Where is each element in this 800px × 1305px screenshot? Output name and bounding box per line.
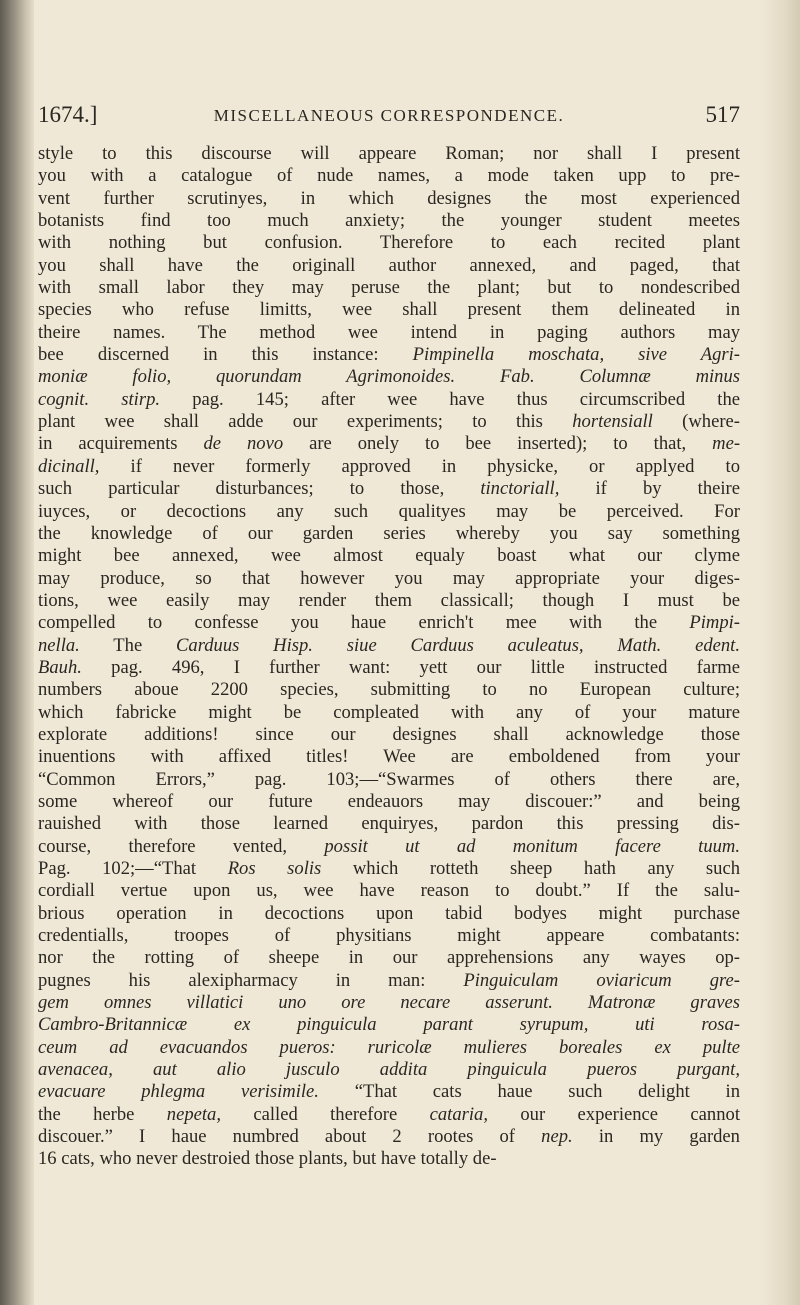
- text-line: [38, 836, 740, 858]
- text-span: if never formerly approved in physicke, or applyed to: [99, 455, 740, 477]
- text-span: if by theire: [559, 478, 740, 500]
- text-span: called therefore: [220, 1103, 430, 1125]
- text-span: with nothing but confusion. Therefore to each recited plant: [38, 232, 740, 254]
- italic-text: cataria,: [429, 1103, 488, 1125]
- text-line: [38, 970, 740, 992]
- header-year: 1674.]: [38, 102, 98, 127]
- text-line: [38, 746, 740, 768]
- text-span: in my garden: [572, 1126, 740, 1148]
- text-line: [38, 702, 740, 724]
- text-span: credentialls, troopes of physitians might appeare combatants:: [38, 925, 740, 947]
- italic-text: possit ut ad monitum facere tuum.: [324, 835, 740, 857]
- text-line: [38, 523, 740, 545]
- text-line: [38, 299, 740, 321]
- text-span: discouer.” I haue numbred about 2 rootes of: [38, 1126, 542, 1148]
- text-span: pag. 145; after wee have thus circumscribed the: [160, 388, 740, 410]
- italic-text: Ros solis: [227, 858, 322, 879]
- text-span: species who refuse limitts, wee shall present them delineated in: [38, 299, 740, 321]
- text-span: 16 cats, who never destroied those plants, but have totally de-: [38, 1148, 497, 1170]
- text-line: [38, 724, 740, 746]
- book-page: [38, 0, 740, 1305]
- italic-text: evacuare phlegma verisimile.: [38, 1081, 319, 1103]
- running-header: [38, 102, 740, 132]
- text-line: [38, 992, 740, 1014]
- text-line: [38, 277, 740, 299]
- text-line: [38, 456, 740, 478]
- text-span: nor the rotting of sheepe in our apprehensions any wayes op-: [38, 947, 740, 969]
- text-line: [38, 880, 740, 902]
- italic-text: cognit. stirp.: [38, 388, 161, 410]
- body-text: [38, 143, 740, 1171]
- text-span: course, therefore vented,: [38, 835, 325, 857]
- text-span: which rotteth sheep hath any such: [321, 858, 740, 879]
- text-span: plant wee shall adde our experiments; to this: [38, 411, 573, 433]
- text-line: [38, 769, 740, 791]
- text-span: some whereof our future endeauors may discouer:” and being: [38, 790, 740, 812]
- text-line: [38, 925, 740, 947]
- text-span: “That cats haue such delight in: [318, 1081, 740, 1103]
- italic-text: Carduus Hisp. siue Carduus aculeatus, Math. edent.: [176, 634, 740, 656]
- text-line: [38, 165, 740, 187]
- italic-text: de novo: [203, 433, 284, 455]
- text-span: compelled to confesse you haue enrich't mee with the: [38, 612, 690, 634]
- italic-text: Cambro-Britannicæ ex pinguicula parant syrupum, uti rosa-: [38, 1014, 740, 1036]
- text-span: might bee annexed, wee almost equaly boast what our clyme: [38, 545, 740, 567]
- text-line: [38, 188, 740, 210]
- text-line: [38, 433, 740, 455]
- text-line: [38, 389, 740, 411]
- italic-text: Pimpi-: [689, 612, 740, 634]
- text-line: [38, 1126, 740, 1148]
- italic-text: Pimpinella moschata, sive Agri-: [412, 344, 740, 366]
- text-line: [38, 366, 740, 388]
- text-span: you with a catalogue of nude names, a mode taken upp to pre-: [38, 165, 740, 187]
- text-span: tions, wee easily may render them classicall; though I must be: [38, 589, 740, 611]
- text-span: in acquirements: [38, 433, 204, 455]
- italic-text: Pinguiculam oviaricum gre-: [463, 969, 740, 991]
- text-line: [38, 411, 740, 433]
- text-span: our experience cannot: [487, 1103, 740, 1125]
- text-span: may produce, so that however you may appropriate your diges-: [38, 567, 740, 589]
- text-line: [38, 255, 740, 277]
- italic-text: nella.: [38, 634, 80, 656]
- text-line: [38, 791, 740, 813]
- text-line: [38, 590, 740, 612]
- italic-text: moniæ folio, quorundam Agrimonoides. Fab. Columnæ minus: [38, 366, 740, 388]
- text-line: [38, 322, 740, 344]
- text-line: [38, 612, 740, 634]
- text-line: [38, 568, 740, 590]
- text-span: you shall have the originall author annexed, and paged, that: [38, 254, 740, 276]
- text-span: botanists find too much anxiety; the younger student meetes: [38, 210, 740, 232]
- text-span: (where-: [652, 411, 740, 433]
- text-line: [38, 501, 740, 523]
- text-line: [38, 657, 740, 679]
- text-line: [38, 1059, 740, 1081]
- italic-text: nepeta,: [166, 1103, 221, 1125]
- italic-text: avenacea, aut alio jusculo addita pinguicula pueros purgant,: [38, 1059, 740, 1081]
- text-line: [38, 1014, 740, 1036]
- text-line: [38, 232, 740, 254]
- text-span: with small labor they may peruse the plant; but to nondescribed: [38, 277, 740, 299]
- text-line: [38, 679, 740, 701]
- text-span: The: [79, 634, 176, 656]
- text-span: vent further scrutinyes, in which designes the most experienced: [38, 187, 740, 209]
- book-spine-shadow: [0, 0, 34, 1305]
- italic-text: gem omnes villatici uno ore necare asserunt. Matronæ graves: [38, 992, 740, 1014]
- text-line: [38, 210, 740, 232]
- text-span: are onely to bee inserted); to that,: [283, 433, 713, 455]
- text-line: [38, 947, 740, 969]
- text-span: rauished with those learned enquiryes, pardon this pressing dis-: [38, 813, 740, 835]
- text-span: style to this discourse will appeare Roman; nor shall I present: [38, 143, 740, 164]
- italic-text: me-: [712, 433, 740, 455]
- text-span: theire names. The method wee intend in paging authors may: [38, 321, 740, 343]
- text-span: the herbe: [38, 1103, 167, 1125]
- text-line: [38, 635, 740, 657]
- text-span: the knowledge of our garden series whereby you say something: [38, 522, 740, 544]
- text-line: [38, 903, 740, 925]
- page-edge: [760, 0, 800, 1305]
- italic-text: hortensiall: [572, 411, 653, 433]
- text-span: bee discerned in this instance:: [38, 344, 413, 366]
- italic-text: dicinall,: [38, 455, 100, 477]
- text-span: which fabricke might be compleated with any of your mature: [38, 701, 740, 723]
- text-line: [38, 1148, 740, 1170]
- text-span: numbers aboue 2200 species, submitting to no European culture;: [38, 679, 740, 701]
- text-line: [38, 545, 740, 567]
- italic-text: tinctoriall,: [480, 478, 560, 500]
- page-number: 517: [705, 102, 740, 127]
- text-span: Pag. 102;—“That: [38, 858, 228, 879]
- text-line: [38, 1081, 740, 1103]
- text-span: iuyces, or decoctions any such qualityes may be perceived. For: [38, 500, 740, 522]
- text-span: “Common Errors,” pag. 103;—“Swarmes of others there are,: [38, 768, 740, 790]
- text-line: [38, 478, 740, 500]
- italic-text: Bauh.: [38, 656, 82, 678]
- text-span: pag. 496, I further want: yett our little instructed farme: [81, 656, 740, 678]
- text-span: brious operation in decoctions upon tabid bodyes might purchase: [38, 902, 740, 924]
- text-line: [38, 1104, 740, 1126]
- text-span: inuentions with affixed titles! Wee are emboldened from your: [38, 746, 740, 768]
- text-line: [38, 858, 740, 880]
- text-line: [38, 143, 740, 165]
- text-span: pugnes his alexipharmacy in man:: [38, 969, 464, 991]
- italic-text: nep.: [541, 1126, 573, 1148]
- text-line: [38, 1037, 740, 1059]
- text-span: such particular disturbances; to those,: [38, 478, 481, 500]
- text-span: explorate additions! since our designes shall acknowledge those: [38, 723, 740, 745]
- text-line: [38, 344, 740, 366]
- text-line: [38, 813, 740, 835]
- header-title: MISCELLANEOUS CORRESPONDENCE.: [213, 106, 565, 125]
- italic-text: ceum ad evacuandos pueros: ruricolæ mulieres boreales ex pulte: [38, 1036, 740, 1058]
- text-span: cordiall vertue upon us, wee have reason to doubt.” If the salu-: [38, 880, 740, 902]
